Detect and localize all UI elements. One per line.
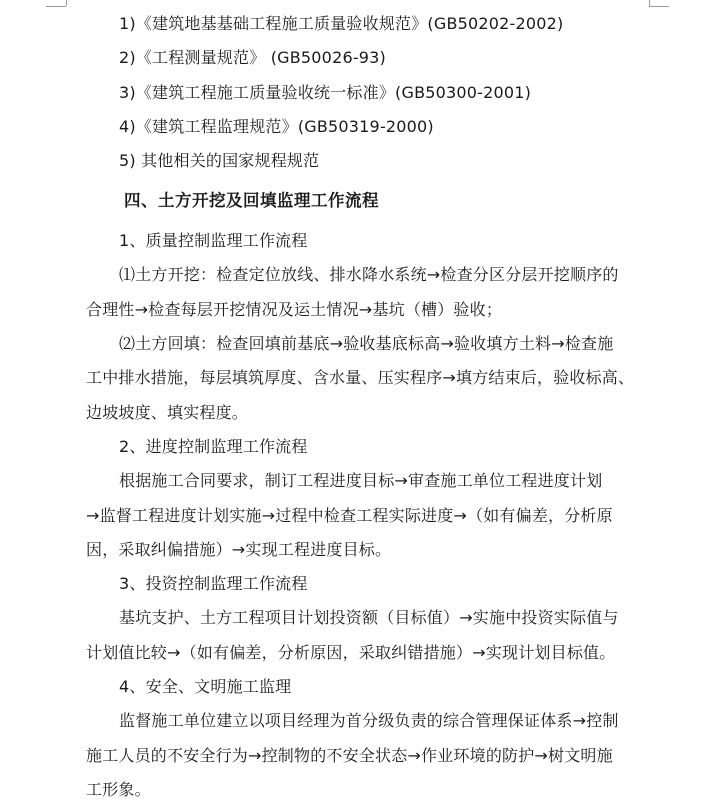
- investment-line-2: 计划值比较→（如有偏差，分析原因，采取纠错措施）→实现计划目标值。: [86, 643, 616, 662]
- safety-line-1: 监督施工单位建立以项目经理为首分级负责的综合管理保证体系→控制: [119, 711, 619, 730]
- reference-item-4: 4)《建筑工程监理规范》(GB50319-2000): [119, 117, 434, 136]
- reference-item-3: 3)《建筑工程施工质量验收统一标准》(GB50300-2001): [119, 83, 532, 102]
- reference-item-1: 1)《建筑地基基础工程施工质量验收规范》(GB50202-2002): [119, 14, 564, 33]
- progress-line-3: 因，采取纠偏措施）→实现工程进度目标。: [86, 540, 392, 559]
- crop-mark-top-left: [66, 0, 67, 6]
- section-heading: 四、土方开挖及回填监理工作流程: [124, 191, 379, 210]
- progress-line-2: →监督工程进度计划实施→过程中检查工程实际进度→（如有偏差，分析原: [86, 506, 613, 525]
- safety-line-3: 工形象。: [86, 780, 151, 799]
- reference-item-5: 5) 其他相关的国家规程规范: [119, 151, 320, 170]
- reference-item-2: 2)《工程测量规范》 (GB50026-93): [119, 48, 386, 67]
- progress-control-title: 2、进度控制监理工作流程: [119, 437, 308, 456]
- quality-paragraph-2-line-2: 工中排水措施，每层填筑厚度、含水量、压实程序→填方结束后，验收标高、: [86, 368, 635, 387]
- quality-paragraph-2-line-1: ⑵土方回填：检查回填前基底→验收基底标高→验收填方土料→检查施: [119, 334, 614, 353]
- investment-control-title: 3、投资控制监理工作流程: [119, 574, 308, 593]
- quality-paragraph-1-line-2: 合理性→检查每层开挖情况及运土情况→基坑（槽）验收；: [86, 300, 503, 319]
- crop-mark-top-left-horizontal: [46, 6, 66, 7]
- quality-control-title: 1、质量控制监理工作流程: [119, 231, 308, 250]
- quality-paragraph-1-line-1: ⑴土方开挖：检查定位放线、排水降水系统→检查分区分层开挖顺序的: [119, 265, 619, 284]
- quality-paragraph-2-line-3: 边坡坡度、填实程度。: [86, 403, 249, 422]
- crop-mark-top-right-horizontal: [649, 6, 669, 7]
- safety-line-2: 施工人员的不安全行为→控制物的不安全状态→作业环境的防护→树文明施: [86, 746, 613, 765]
- progress-line-1: 根据施工合同要求，制订工程进度目标→审查施工单位工程进度计划: [119, 471, 603, 490]
- investment-line-1: 基坑支护、土方工程项目计划投资额（目标值）→实施中投资实际值与: [119, 608, 619, 627]
- safety-title: 4、安全、文明施工监理: [119, 677, 292, 696]
